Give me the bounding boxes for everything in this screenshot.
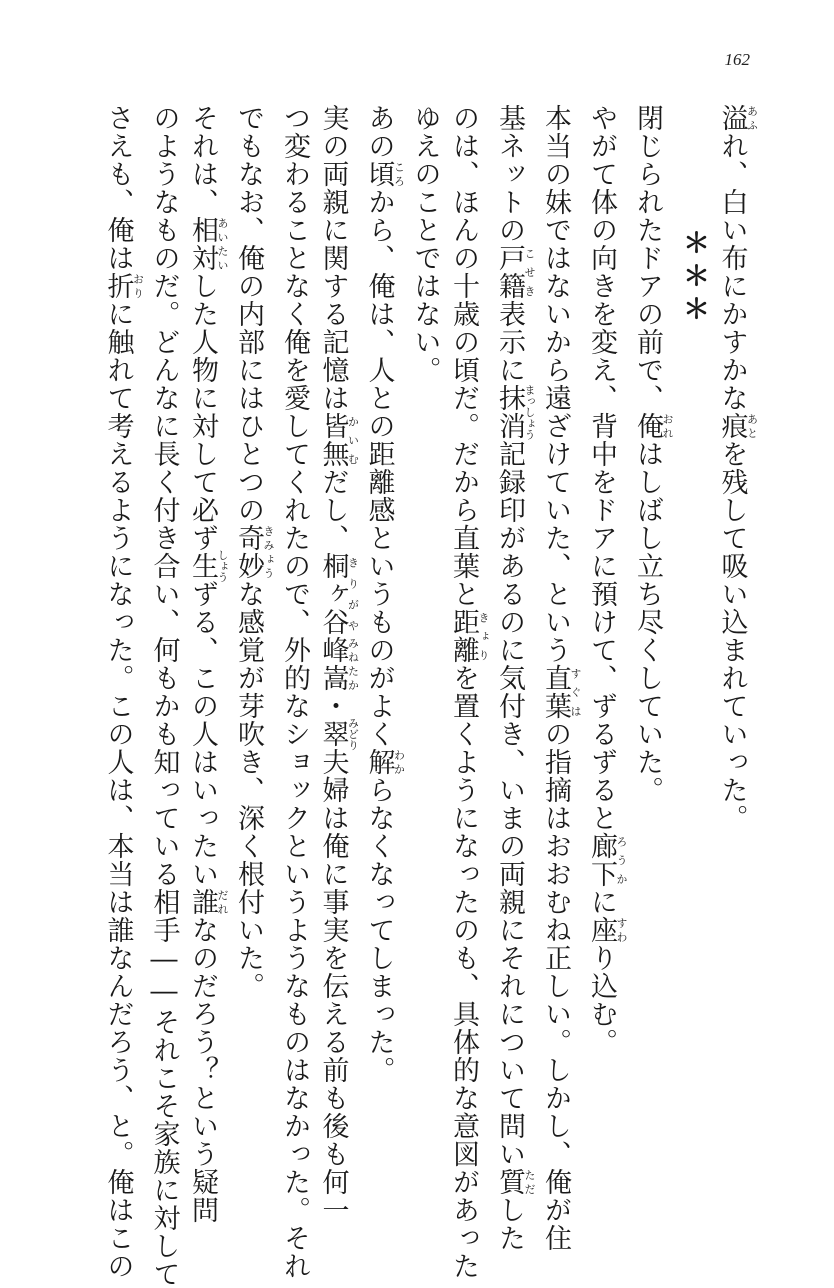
ruby-ato: 痕あと — [716, 412, 759, 440]
text-line-4: 本当の妹ではないから遠ざけていた、という直葉すぐはの指摘はおおむね正しい。しかし、俺が住 — [540, 104, 582, 1252]
text-line-9: 実の両親に関する記憶は皆無かいむだし、桐ヶ谷きりがや峰嵩みねたか・翠みどり夫婦は俺に事実を伝える前も後も何一 — [317, 104, 360, 1224]
text-line-10: つ変わることなく俺を愛してくれたので、外的なショックというようなものはなかった。それ — [279, 104, 310, 1280]
text-line-1: 溢あふれ、白い布にかすかな痕あとを残して吸い込まれていった。 — [716, 104, 759, 832]
text-line-12: それは、相対あいたいした人物に対して必ず生しょうずる、この人はいったい誰だれなのだろう？という疑問 — [187, 104, 229, 1224]
text-line-2: 閉じられたドアの前で、俺おれはしばし立ち尽くしていた。 — [632, 104, 674, 804]
ruby-afu: 溢あふ — [716, 104, 759, 132]
text-line-8: あの頃ころから、俺は、人との距離感というものがよく解わからなくなってしまった。 — [363, 104, 406, 1084]
text-line-6: のは、ほんの十歳の頃だ。だから直葉と距離きょりを置くようになったのも、具体的な意図があった — [448, 104, 490, 1280]
text-line-7: ゆえのことではない。 — [409, 104, 441, 384]
text-line-5: 基ネットの戸籍こせき表示に抹消まっしょう記録印があるのに気付き、いまの両親にそれについて問い質ただした — [494, 104, 536, 1252]
text-line-14: さえも、俺は折おりに触れて考えるようになった。この人は、本当は誰なんだろう、と。俺はこの — [102, 104, 145, 1280]
text-line-13: のようなものだ。どんなに長く付き合い、何もかも知っている相手――それこそ家族に対して — [148, 104, 180, 1288]
text-line-3: やがて体の向きを変え、背中をドアに預けて、ずるずると廊下ろうかに座すわり込む。 — [586, 104, 628, 1056]
page-number: 162 — [724, 50, 750, 69]
scene-break: ＊＊＊ — [678, 229, 709, 328]
text-line-11: でもなお、俺の内部にはひとつの奇妙きみょうな感覚が芽吹き、深く根付いた。 — [233, 104, 275, 1000]
novel-body-text — [98, 104, 759, 1288]
